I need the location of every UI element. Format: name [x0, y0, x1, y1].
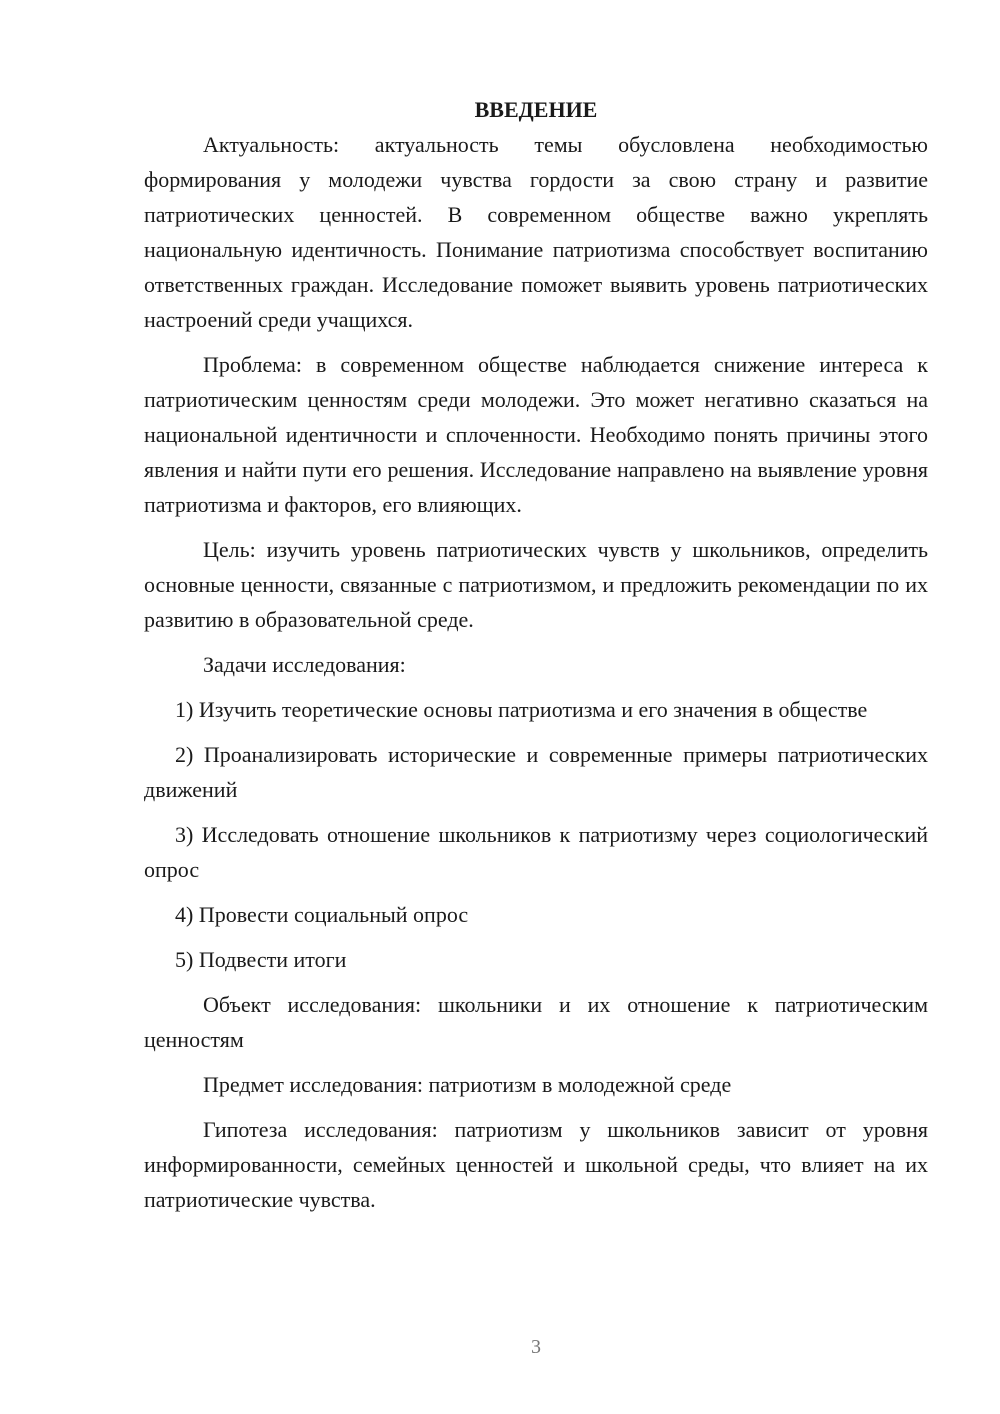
- relevance-paragraph: Актуальность: актуальность темы обусловлена необходимостью формирования у молодежи чувства гордости за свою страну и развитие патриотических ценностей. В современном обществе важно укреплять национальную идентичность. Понимание патриотизма способствует воспитанию ответственных граждан. Исследование поможет выявить уровень патриотических настроений среди учащихся.: [144, 132, 928, 332]
- task-item-2: 2) Проанализировать исторические и современные примеры патриотических движений: [144, 742, 928, 802]
- task-item-4: 4) Провести социальный опрос: [175, 902, 469, 927]
- task-item-3: 3) Исследовать отношение школьников к патриотизму через социологический опрос: [144, 822, 928, 882]
- goal-paragraph: Цель: изучить уровень патриотических чувств у школьников, определить основные ценности, связанные с патриотизмом, и предложить рекомендации по их развитию в образовательной среде.: [144, 537, 928, 632]
- task-item-1: 1) Изучить теоретические основы патриотизма и его значения в обществе: [175, 697, 868, 722]
- page-number: 3: [531, 1336, 541, 1358]
- task-item-5: 5) Подвести итоги: [175, 947, 347, 972]
- problem-paragraph: Проблема: в современном обществе наблюдается снижение интереса к патриотическим ценностям среди молодежи. Это может негативно сказаться на национальной идентичности и сплоченности. Необходимо понять причины этого явления и найти пути его решения. Исследование направлено на выявление уровня патриотизма и факторов, его влияющих.: [144, 352, 928, 517]
- object-paragraph: Объект исследования: школьники и их отношение к патриотическим ценностям: [144, 992, 928, 1052]
- document-body: [144, 92, 928, 1217]
- section-title: ВВЕДЕНИЕ: [474, 97, 598, 122]
- hypothesis-paragraph: Гипотеза исследования: патриотизм у школьников зависит от уровня информированности, семейных ценностей и школьной среды, что влияет на их патриотические чувства.: [144, 1117, 928, 1212]
- subject-paragraph: Предмет исследования: патриотизм в молодежной среде: [203, 1072, 732, 1097]
- tasks-heading: Задачи исследования:: [203, 652, 406, 677]
